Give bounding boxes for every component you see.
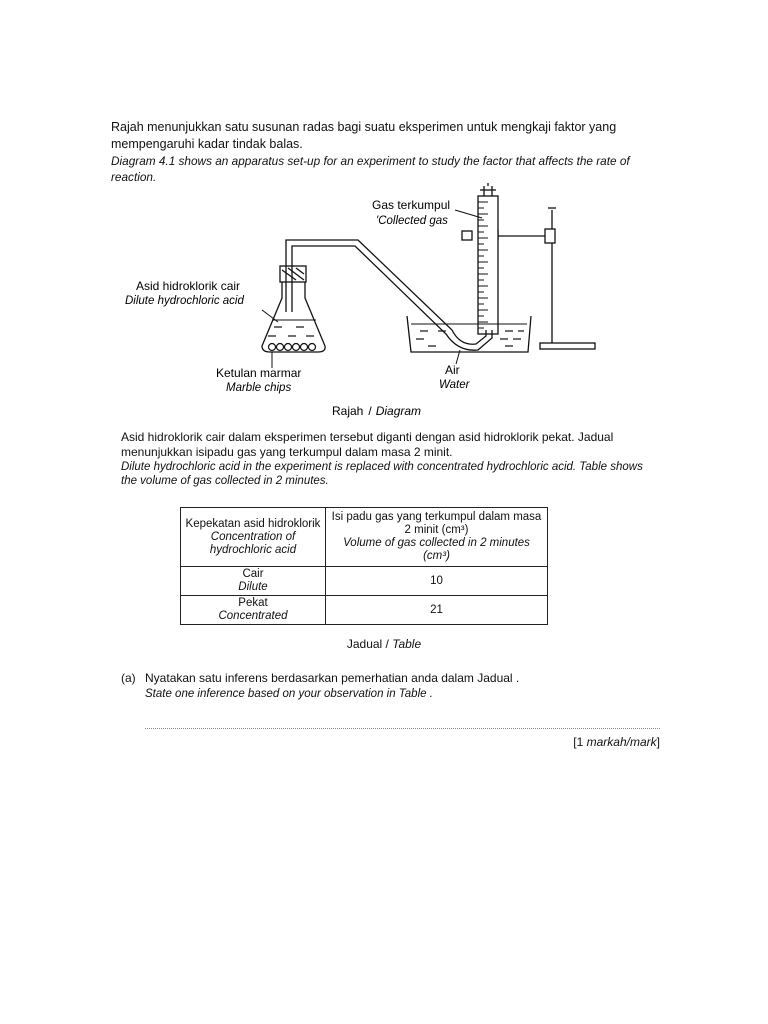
diagram-caption: Rajah / Diagram (332, 404, 422, 418)
intro-malay: Rajah menunjukkan satu susunan radas bagi suatu eksperimen untuk mengkaji faktor yang mempengaruhi kadar tindak balas. (111, 120, 617, 151)
retort-stand-base (540, 343, 595, 349)
row-concentrated-value: 21 (326, 596, 548, 625)
question-a-label: (a) (121, 671, 136, 685)
header-concentration: Kepekatan asid hidroklorik Concentration of hydrochloric acid (181, 508, 326, 567)
retort-boss (545, 229, 555, 243)
table-row (181, 567, 548, 596)
question-a (121, 670, 681, 702)
data-table (180, 507, 548, 625)
question-a-english: State one inference based on your observation in Table . (145, 688, 433, 700)
label-gas-en: 'Collected gas (376, 215, 448, 227)
apparatus-diagram (0, 0, 768, 430)
label-water-ms: Air (445, 363, 460, 377)
paragraph-2-malay: Asid hidroklorik cair dalam eksperimen tersebut diganti dengan asid hidroklorik pekat. Jadual menunjukkan isipadu gas yang terkumpul dalam masa 2 minit. (121, 430, 614, 459)
table-row (181, 596, 548, 625)
row-dilute-label: Cair Dilute (181, 567, 326, 596)
header-volume: Isi padu gas yang terkumpul dalam masa 2 minit (cm³) Volume of gas collected in 2 minutes (cm³) (326, 508, 548, 567)
label-marble-en: Marble chips (226, 382, 292, 394)
marks-label: [1 markah/mark] (573, 735, 660, 749)
label-water-en: Water (439, 379, 470, 391)
stopper (280, 266, 306, 282)
paragraph-2 (121, 430, 661, 488)
label-acid-en: Dilute hydrochloric acid (125, 295, 244, 307)
table-caption: Jadual / Table (346, 637, 422, 651)
question-a-malay: Nyatakan satu inferens berdasarkan pemerhatian anda dalam Jadual . (145, 671, 520, 685)
label-marble-ms: Ketulan marmar (216, 366, 302, 380)
intro-english: Diagram 4.1 shows an apparatus set-up for an experiment to study the factor that affects the rate of reaction. (111, 154, 630, 184)
label-gas-ms: Gas terkumpul (372, 198, 451, 212)
row-dilute-value: 10 (326, 567, 548, 596)
table-header-row (181, 508, 548, 567)
clamp-jaw-left (462, 231, 472, 240)
answer-line[interactable] (145, 728, 660, 729)
burette (478, 196, 498, 334)
label-acid-ms: Asid hidroklorik cair (136, 279, 241, 293)
row-concentrated-label: Pekat Concentrated (181, 596, 326, 625)
paragraph-2-english: Dilute hydrochloric acid in the experiment is replaced with concentrated hydrochloric acid. Table shows the volume of gas collected in 2 minutes. (121, 461, 643, 487)
